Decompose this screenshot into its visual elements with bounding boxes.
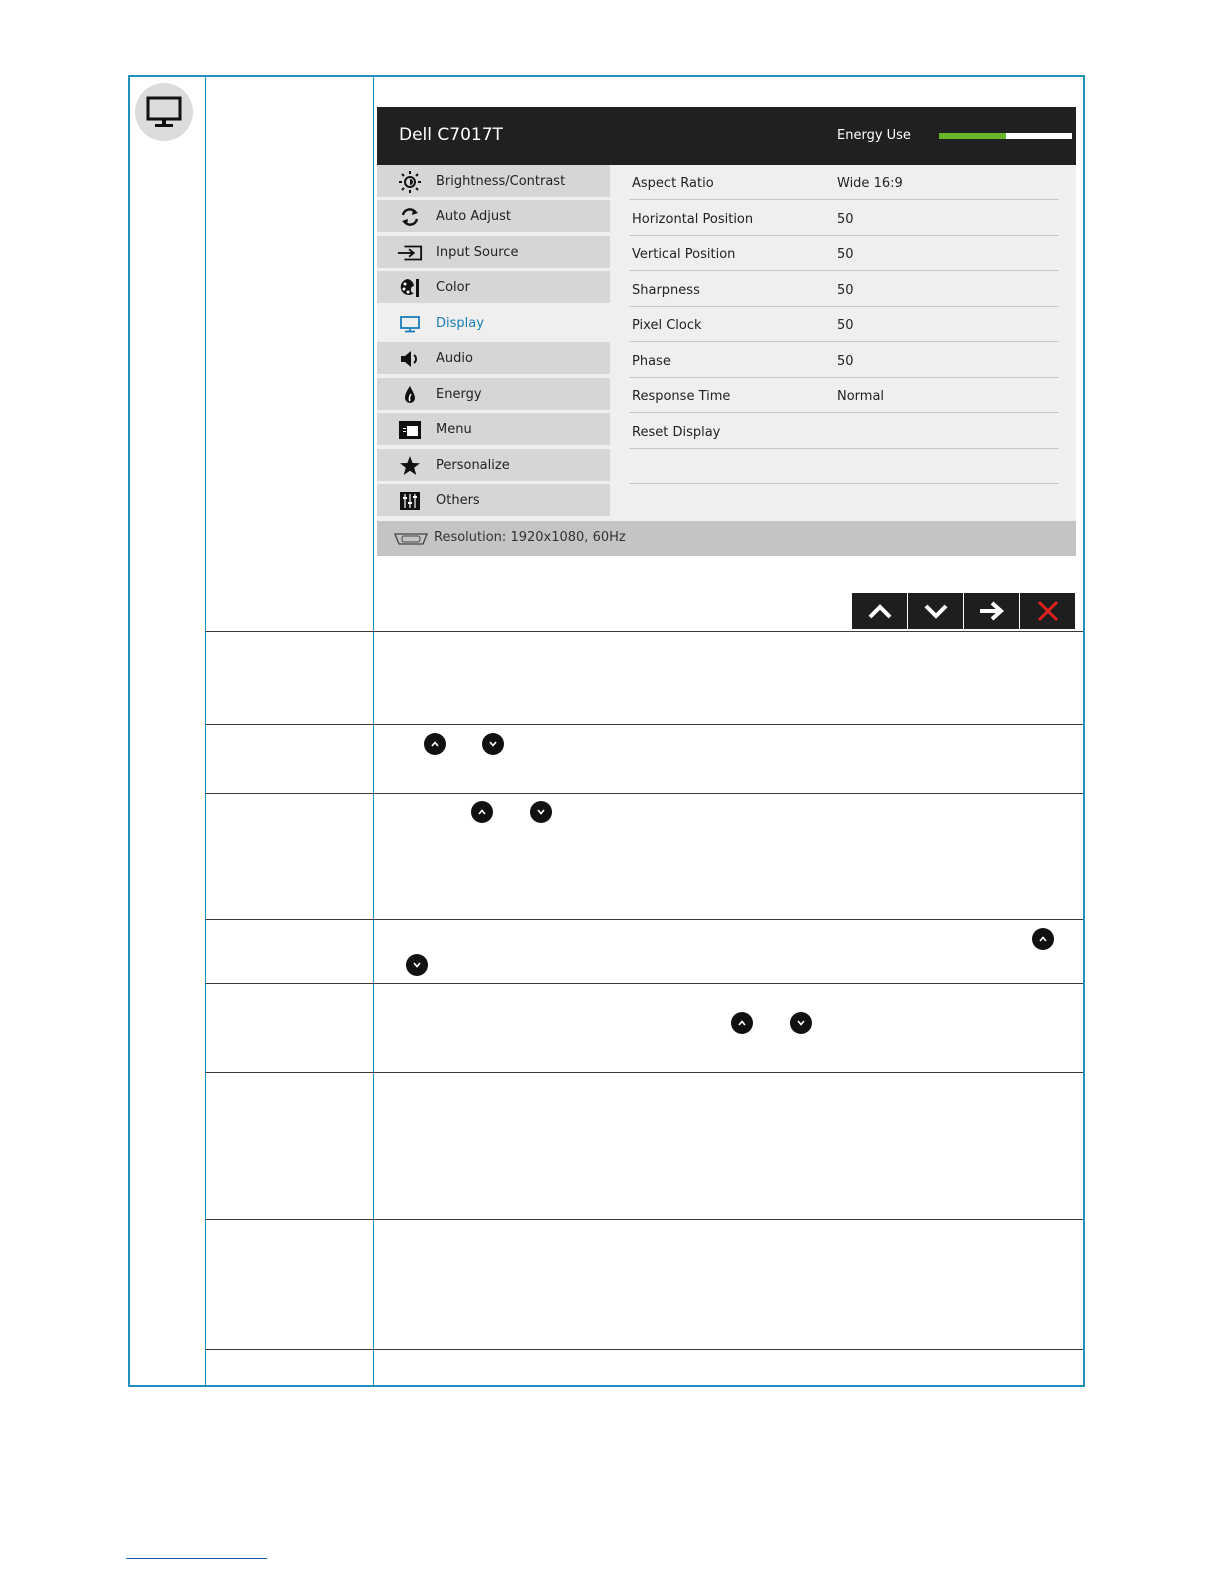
option-vertical-position[interactable] bbox=[629, 236, 1059, 271]
menu-item-color[interactable] bbox=[377, 271, 610, 305]
option-reset-display[interactable] bbox=[629, 414, 1059, 449]
option-value: 50 bbox=[837, 318, 854, 333]
option-aspect-ratio[interactable] bbox=[629, 165, 1059, 200]
option-name: Pixel Clock bbox=[632, 318, 702, 333]
osd-menu-screenshot bbox=[377, 107, 1076, 556]
brightness-icon bbox=[397, 172, 423, 192]
exit-button[interactable] bbox=[1020, 593, 1075, 629]
option-name: Response Time bbox=[632, 389, 731, 404]
energy-use-label: Energy Use bbox=[837, 128, 911, 143]
down-arrow-icon bbox=[923, 602, 949, 620]
energy-icon bbox=[397, 385, 423, 405]
menu-item-label: Audio bbox=[436, 351, 473, 366]
monitor-model: Dell C7017T bbox=[399, 125, 503, 145]
option-name: Reset Display bbox=[632, 425, 721, 440]
option-name: Vertical Position bbox=[632, 247, 736, 262]
menu-item-menu[interactable] bbox=[377, 413, 610, 447]
others-icon bbox=[397, 491, 423, 511]
menu-item-label: Menu bbox=[436, 422, 472, 437]
down-button[interactable] bbox=[908, 593, 963, 629]
menu-item-audio[interactable] bbox=[377, 342, 610, 376]
down-round-icon bbox=[482, 733, 504, 755]
option-value: 50 bbox=[837, 283, 854, 298]
up-round-icon bbox=[424, 733, 446, 755]
menu-item-input-source[interactable] bbox=[377, 236, 610, 270]
menu-item-label: Color bbox=[436, 280, 470, 295]
down-round-icon bbox=[406, 954, 428, 976]
up-arrow-icon bbox=[867, 602, 893, 620]
menu-item-others[interactable] bbox=[377, 484, 610, 518]
column-divider bbox=[205, 77, 206, 1385]
option-name: Sharpness bbox=[632, 283, 700, 298]
menu-item-label: Brightness/Contrast bbox=[436, 174, 566, 189]
option-name: Horizontal Position bbox=[632, 212, 754, 227]
up-button[interactable] bbox=[852, 593, 907, 629]
menu-item-label: Auto Adjust bbox=[436, 209, 511, 224]
option-value: Normal bbox=[837, 389, 885, 404]
option-sharpness[interactable] bbox=[629, 272, 1059, 307]
osd-status-bar bbox=[377, 521, 1076, 556]
menu-item-label: Input Source bbox=[436, 245, 519, 260]
menu-item-brightness-contrast[interactable] bbox=[377, 165, 610, 199]
column-divider bbox=[373, 77, 374, 1385]
close-icon bbox=[1037, 600, 1059, 622]
up-round-icon bbox=[1032, 928, 1054, 950]
option-response-time[interactable] bbox=[629, 378, 1059, 413]
resolution-text: Resolution: 1920x1080, 60Hz bbox=[434, 530, 626, 545]
menu-item-energy[interactable] bbox=[377, 378, 610, 412]
option-empty bbox=[629, 449, 1059, 484]
up-round-icon bbox=[731, 1012, 753, 1034]
down-round-icon bbox=[790, 1012, 812, 1034]
row-divider bbox=[205, 1072, 1083, 1073]
row-divider bbox=[205, 631, 1083, 632]
osd-main-menu bbox=[377, 165, 610, 521]
display-icon bbox=[397, 314, 423, 334]
menu-item-label: Display bbox=[436, 316, 484, 331]
up-round-icon bbox=[471, 801, 493, 823]
menu-item-label: Personalize bbox=[436, 458, 510, 473]
energy-use-bar bbox=[939, 133, 1072, 139]
enter-button[interactable] bbox=[964, 593, 1019, 629]
option-name: Aspect Ratio bbox=[632, 176, 714, 191]
footnote-rule bbox=[126, 1558, 267, 1559]
osd-header bbox=[377, 107, 1076, 165]
color-icon bbox=[397, 278, 423, 298]
monitor-icon bbox=[145, 95, 183, 129]
row-divider bbox=[205, 724, 1083, 725]
row-divider bbox=[205, 1219, 1083, 1220]
audio-icon bbox=[397, 349, 423, 369]
option-name: Phase bbox=[632, 354, 671, 369]
input-source-icon bbox=[397, 243, 423, 263]
row-divider bbox=[205, 1349, 1083, 1350]
osd-nav-buttons bbox=[852, 593, 1075, 629]
display-menu-icon-badge bbox=[135, 83, 193, 141]
option-pixel-clock[interactable] bbox=[629, 307, 1059, 342]
menu-item-label: Energy bbox=[436, 387, 482, 402]
option-value: 50 bbox=[837, 354, 854, 369]
row-divider bbox=[205, 793, 1083, 794]
option-value: 50 bbox=[837, 212, 854, 227]
star-icon bbox=[397, 456, 423, 476]
down-round-icon bbox=[530, 801, 552, 823]
option-phase[interactable] bbox=[629, 343, 1059, 378]
menu-item-personalize[interactable] bbox=[377, 449, 610, 483]
row-divider bbox=[205, 919, 1083, 920]
menu-item-label: Others bbox=[436, 493, 480, 508]
auto-adjust-icon bbox=[397, 207, 423, 227]
energy-use-fill bbox=[939, 133, 1006, 139]
menu-item-display[interactable] bbox=[377, 307, 610, 341]
option-value: Wide 16:9 bbox=[837, 176, 903, 191]
menu-icon bbox=[397, 420, 423, 440]
row-divider bbox=[205, 983, 1083, 984]
menu-item-auto-adjust[interactable] bbox=[377, 200, 610, 234]
right-arrow-icon bbox=[978, 601, 1006, 621]
vga-connector-icon bbox=[393, 531, 429, 551]
option-value: 50 bbox=[837, 247, 854, 262]
option-horizontal-position[interactable] bbox=[629, 201, 1059, 236]
